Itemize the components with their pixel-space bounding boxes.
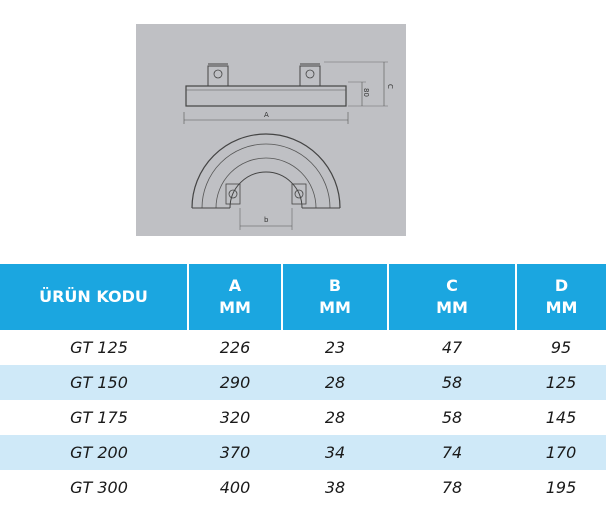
dimension-label-c: C	[386, 84, 394, 89]
cell-b: 28	[282, 365, 388, 400]
cell-d: 95	[550, 338, 572, 357]
table-row	[0, 330, 606, 365]
dimension-label-d: 80	[362, 88, 370, 97]
cell-product-code: GT 125	[70, 338, 128, 357]
cell-b: 23	[324, 338, 346, 357]
header-c-mm: C MM	[388, 264, 516, 330]
cell-c: 78	[441, 478, 463, 497]
header-b-mm: B MM	[282, 264, 388, 330]
cell-c: 74	[388, 435, 516, 470]
cell-a: 320	[219, 408, 251, 427]
anode-side-body	[186, 86, 346, 106]
cell-d: 170	[516, 435, 606, 470]
anode-front-inner-arc	[230, 172, 302, 208]
cell-c: 58	[441, 408, 463, 427]
cell-d: 125	[516, 365, 606, 400]
cell-d: 195	[545, 478, 577, 497]
header-product-code: ÜRÜN KODU	[0, 264, 188, 330]
cell-b: 28	[324, 408, 346, 427]
cell-b: 34	[282, 435, 388, 470]
cell-c: 58	[388, 365, 516, 400]
dimension-label-b: b	[264, 216, 269, 224]
table-row	[0, 365, 606, 400]
cell-a: 226	[219, 338, 251, 357]
table-row	[0, 470, 606, 505]
header-a-mm: A MM	[188, 264, 282, 330]
left-clamp	[208, 66, 228, 86]
anode-front-outer-arc	[192, 134, 340, 208]
cell-a: 400	[219, 478, 251, 497]
cell-c: 47	[441, 338, 463, 357]
table-row	[0, 435, 606, 470]
anode-technical-drawing	[136, 24, 406, 236]
table-row	[0, 400, 606, 435]
cell-d: 145	[545, 408, 577, 427]
cell-product-code: GT 300	[70, 478, 128, 497]
cell-product-code: GT 200	[0, 435, 188, 470]
cell-product-code: GT 150	[0, 365, 188, 400]
table-header-row	[0, 264, 606, 330]
cell-a: 370	[188, 435, 282, 470]
header-d-mm: D MM	[516, 264, 606, 330]
dimension-label-a: A	[264, 111, 269, 119]
product-spec-table	[0, 264, 606, 505]
technical-drawing-photo	[136, 24, 406, 236]
cell-product-code: GT 175	[70, 408, 128, 427]
right-clamp	[300, 66, 320, 86]
cell-a: 290	[188, 365, 282, 400]
cell-b: 38	[324, 478, 346, 497]
